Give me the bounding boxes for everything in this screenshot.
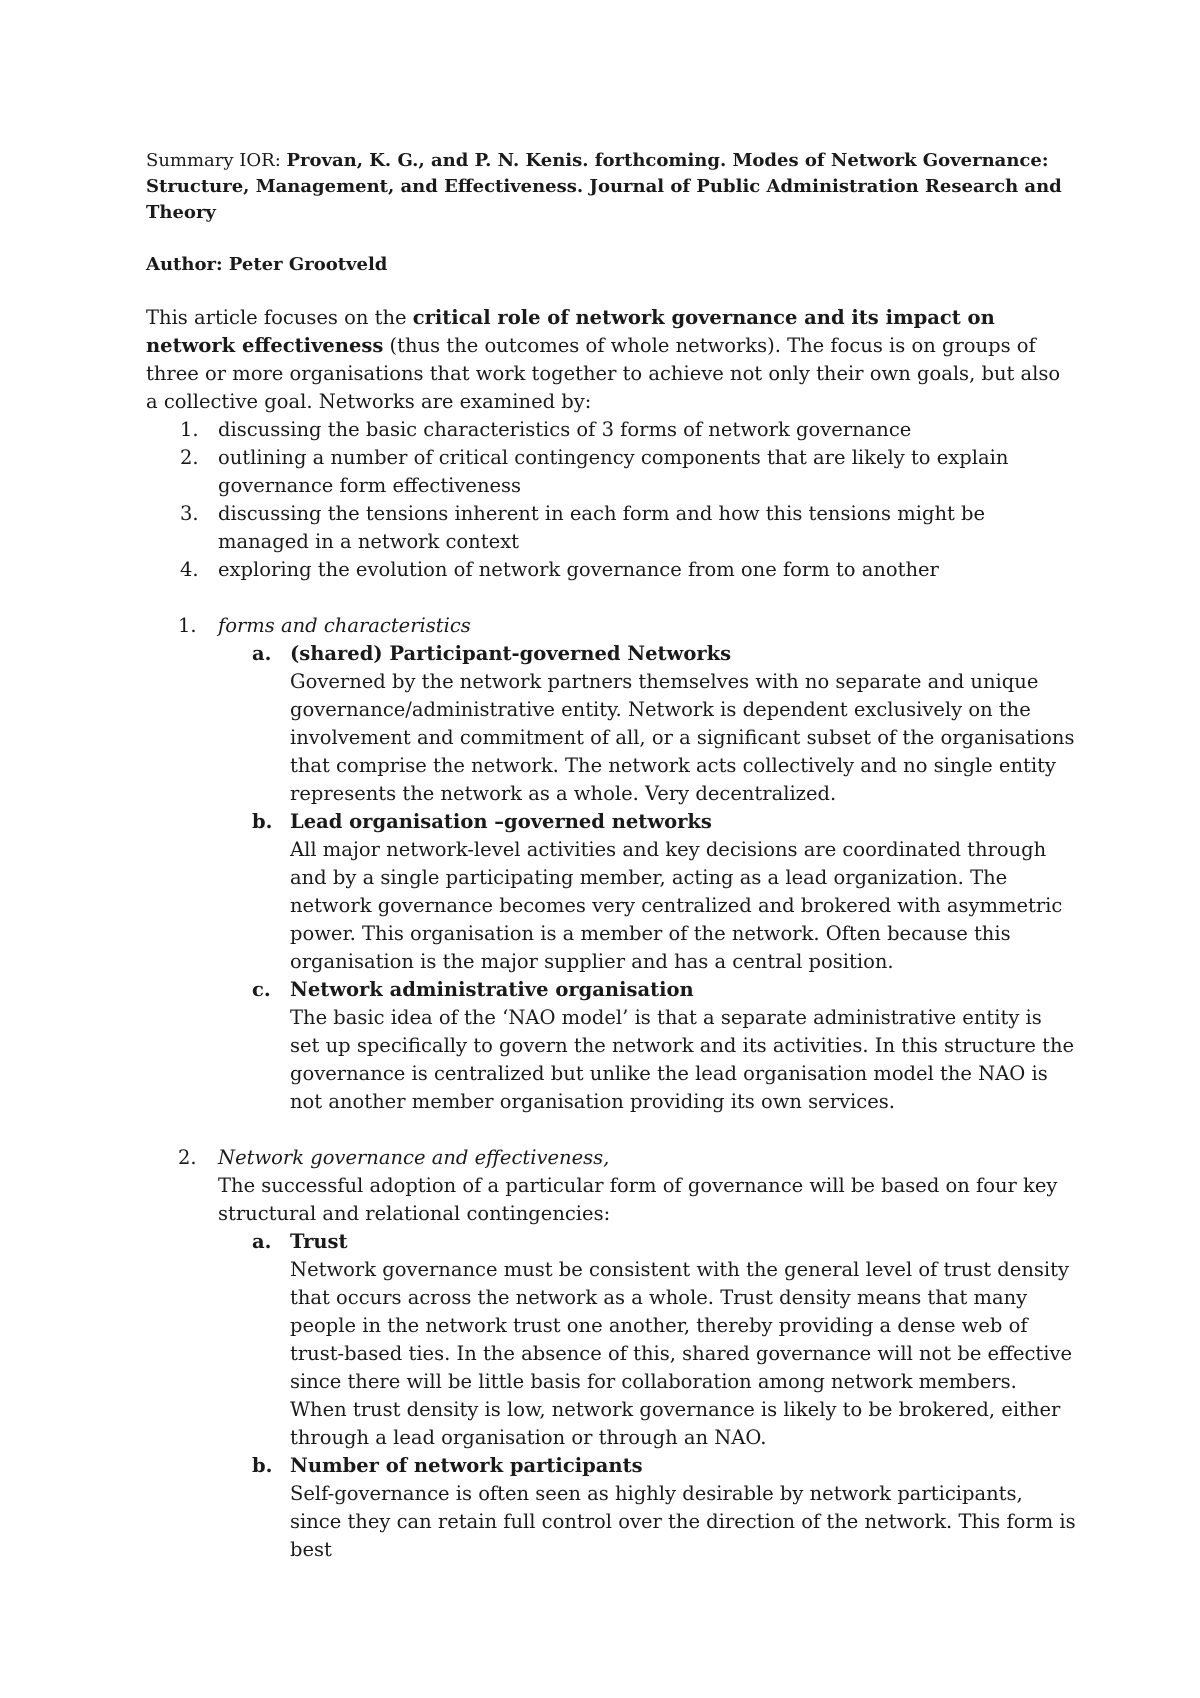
section-effectiveness — [146, 1144, 1076, 1564]
section-title: forms and characteristics — [218, 614, 471, 637]
subsection-heading: (shared) Participant-governed Networks — [290, 642, 732, 665]
list-item-text: discussing the basic characteristics of 3 forms of network governance — [218, 418, 912, 441]
list-marker: 3. — [180, 502, 199, 525]
intro-paragraph — [146, 304, 1076, 416]
list-marker: b. — [252, 1454, 273, 1477]
section-marker: 2. — [178, 1146, 197, 1169]
list-marker: b. — [252, 810, 273, 833]
title-citation: Provan, K. G., and P. N. Kenis. forthcoming. Modes of Network Governance: Structure, Management, and Effectiveness. Journal of Public Administration Research and Theory — [146, 150, 1062, 223]
subsection-heading: Number of network participants — [290, 1454, 643, 1477]
intro-text-2: (thus the outcomes of whole networks). The focus is on groups of three or more organisations that work together to achieve not only their own goals, but also a collective goal. Networks are examined by: — [146, 334, 1061, 413]
list-marker: 2. — [180, 446, 199, 469]
list-item-text: outlining a number of critical contingency components that are likely to explain governance form effectiveness — [218, 446, 1009, 497]
list-marker: 4. — [180, 558, 199, 581]
subsection-heading: Network administrative organisation — [290, 978, 694, 1001]
list-marker: a. — [252, 642, 272, 665]
document-title — [146, 148, 1076, 226]
subsection-heading: Lead organisation –governed networks — [290, 810, 712, 833]
list-item-text: exploring the evolution of network governance from one form to another — [218, 558, 939, 581]
section-forms — [146, 612, 1076, 1116]
intro-bold-text: critical role of network governance and its impact on network effectiveness — [146, 306, 995, 357]
list-item — [146, 556, 1076, 584]
document-author: Author: Peter Grootveld — [146, 254, 388, 275]
list-item — [218, 808, 1076, 976]
contingencies-list — [218, 1228, 1076, 1564]
list-item — [146, 444, 1076, 500]
list-item — [218, 976, 1076, 1116]
document-page — [146, 148, 1076, 1564]
title-prefix: Summary IOR: — [146, 150, 287, 171]
subsection-body: Network governance must be consistent with the general level of trust density that occurs across the network as a whole. Trust density means that many people in the network trust one another, thereby providing a dense web of trust-based ties. In the absence of this, shared governance will not be effective since there will be little basis for collaboration among network members. When trust density is low, network governance is likely to be brokered, either through a lead organisation or through an NAO. — [290, 1258, 1073, 1449]
intro-list — [146, 416, 1076, 584]
list-item — [218, 1452, 1076, 1564]
subsection-body: Governed by the network partners themselves with no separate and unique governance/administrative entity. Network is dependent exclusively on the involvement and commitment of all, or a significant subset of the organisations that comprise the network. The network acts collectively and no single entity represents the network as a whole. Very decentralized. — [290, 670, 1075, 805]
list-marker: c. — [252, 978, 271, 1001]
subsection-body: Self-governance is often seen as highly desirable by network participants, since they can retain full control over the direction of the network. This form is best — [290, 1482, 1076, 1561]
list-item-text: discussing the tensions inherent in each form and how this tensions might be managed in a network context — [218, 502, 986, 553]
section-title: Network governance and effectiveness, — [218, 1146, 610, 1169]
list-item — [218, 640, 1076, 808]
forms-list — [218, 640, 1076, 1116]
list-marker: 1. — [180, 418, 199, 441]
list-item — [146, 500, 1076, 556]
subsection-heading: Trust — [290, 1230, 348, 1253]
subsection-body: All major network-level activities and key decisions are coordinated through and by a single participating member, acting as a lead organization. The network governance becomes very centralized and brokered with asymmetric power. This organisation is a member of the network. Often because this organisation is the major supplier and has a central position. — [290, 838, 1063, 973]
list-item — [146, 416, 1076, 444]
list-marker: a. — [252, 1230, 272, 1253]
intro-text-1: This article focuses on the — [146, 306, 413, 329]
subsection-body: The basic idea of the ‘NAO model’ is that a separate administrative entity is set up specifically to govern the network and its activities. In this structure the governance is centralized but unlike the lead organisation model the NAO is not another member organisation providing its own services. — [290, 1006, 1075, 1113]
section-lead-text: The successful adoption of a particular form of governance will be based on four key structural and relational contingencies: — [218, 1174, 1058, 1225]
list-item — [218, 1228, 1076, 1452]
section-marker: 1. — [178, 614, 197, 637]
